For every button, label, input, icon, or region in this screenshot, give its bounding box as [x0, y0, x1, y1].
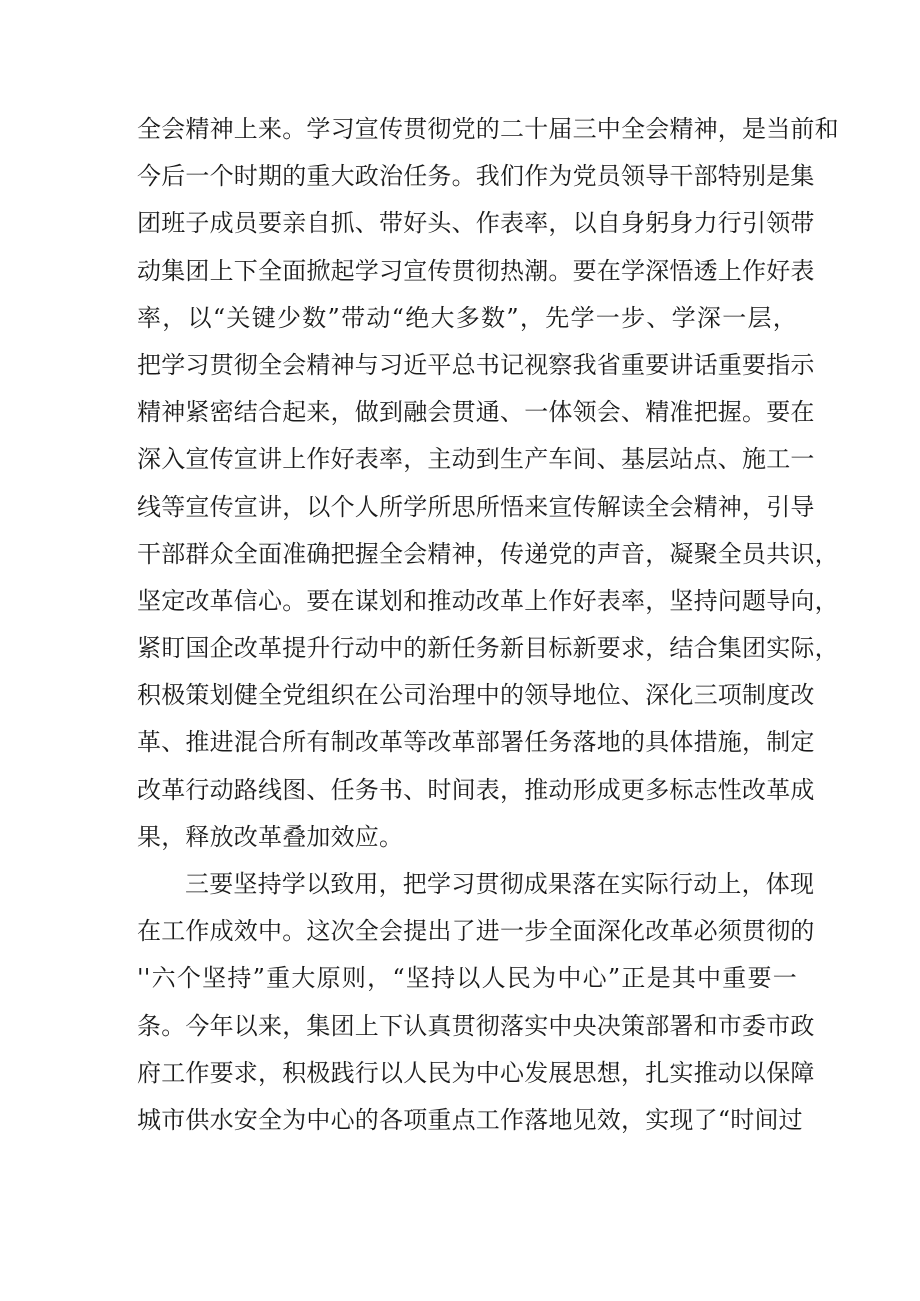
- text-line: 今后一个时期的重大政治任务。我们作为党员领导干部特别是集: [137, 162, 815, 191]
- text-line: 革、推进混合所有制改革等改革部署任务落地的具体措施，制定: [137, 728, 815, 757]
- text-line: 线等宣传宣讲，以个人所学所思所悟来宣传解读全会精神，引导: [137, 492, 815, 521]
- body-text: [137, 106, 839, 1144]
- text-line: 府工作要求，积极践行以人民为中心发展思想，扎实推动以保障: [137, 1058, 815, 1087]
- text-line: 三要坚持学以致用，把学习贯彻成果落在实际行动上，体现: [185, 870, 815, 898]
- text-line: 紧盯国企改革提升行动中的新任务新目标新要求，结合集团实际，: [137, 634, 839, 663]
- text-line: 改革行动路线图、任务书、时间表，推动形成更多标志性改革成: [137, 775, 815, 804]
- text-line: 城市供水安全为中心的各项重点工作落地见效，实现了“时间过: [137, 1105, 803, 1134]
- text-line: 深入宣传宣讲上作好表率，主动到生产车间、基层站点、施工一: [137, 445, 815, 474]
- text-line: 坚定改革信心。要在谋划和推动改革上作好表率，坚持问题导向，: [137, 586, 839, 615]
- text-line: 积极策划健全党组织在公司治理中的领导地位、深化三项制度改: [137, 681, 815, 710]
- text-line: ''六个坚持”重大原则，“坚持以人民为中心”正是其中重要一: [137, 964, 797, 993]
- text-line: 在工作成效中。这次全会提出了进一步全面深化改革必须贯彻的: [137, 917, 815, 946]
- text-line: 团班子成员要亲自抓、带好头、作表率，以自身躬身力行引领带: [137, 209, 815, 238]
- text-line: 动集团上下全面掀起学习宣传贯彻热潮。要在学深悟透上作好表: [137, 256, 815, 285]
- text-line: 果，释放改革叠加效应。: [137, 822, 404, 851]
- text-line: 精神紧密结合起来，做到融会贯通、一体领会、精准把握。要在: [137, 398, 815, 427]
- text-line: 率，以“关键少数”带动“绝大多数”，先学一步、学深一层，: [137, 303, 797, 332]
- text-line: 把学习贯彻全会精神与习近平总书记视察我省重要讲话重要指示: [137, 350, 815, 379]
- text-line: 条。今年以来，集团上下认真贯彻落实中央决策部署和市委市政: [137, 1011, 815, 1040]
- text-line: 全会精神上来。学习宣传贯彻党的二十届三中全会精神，是当前和: [137, 115, 839, 143]
- text-line: 干部群众全面准确把握全会精神，传递党的声音，凝聚全员共识，: [137, 539, 839, 568]
